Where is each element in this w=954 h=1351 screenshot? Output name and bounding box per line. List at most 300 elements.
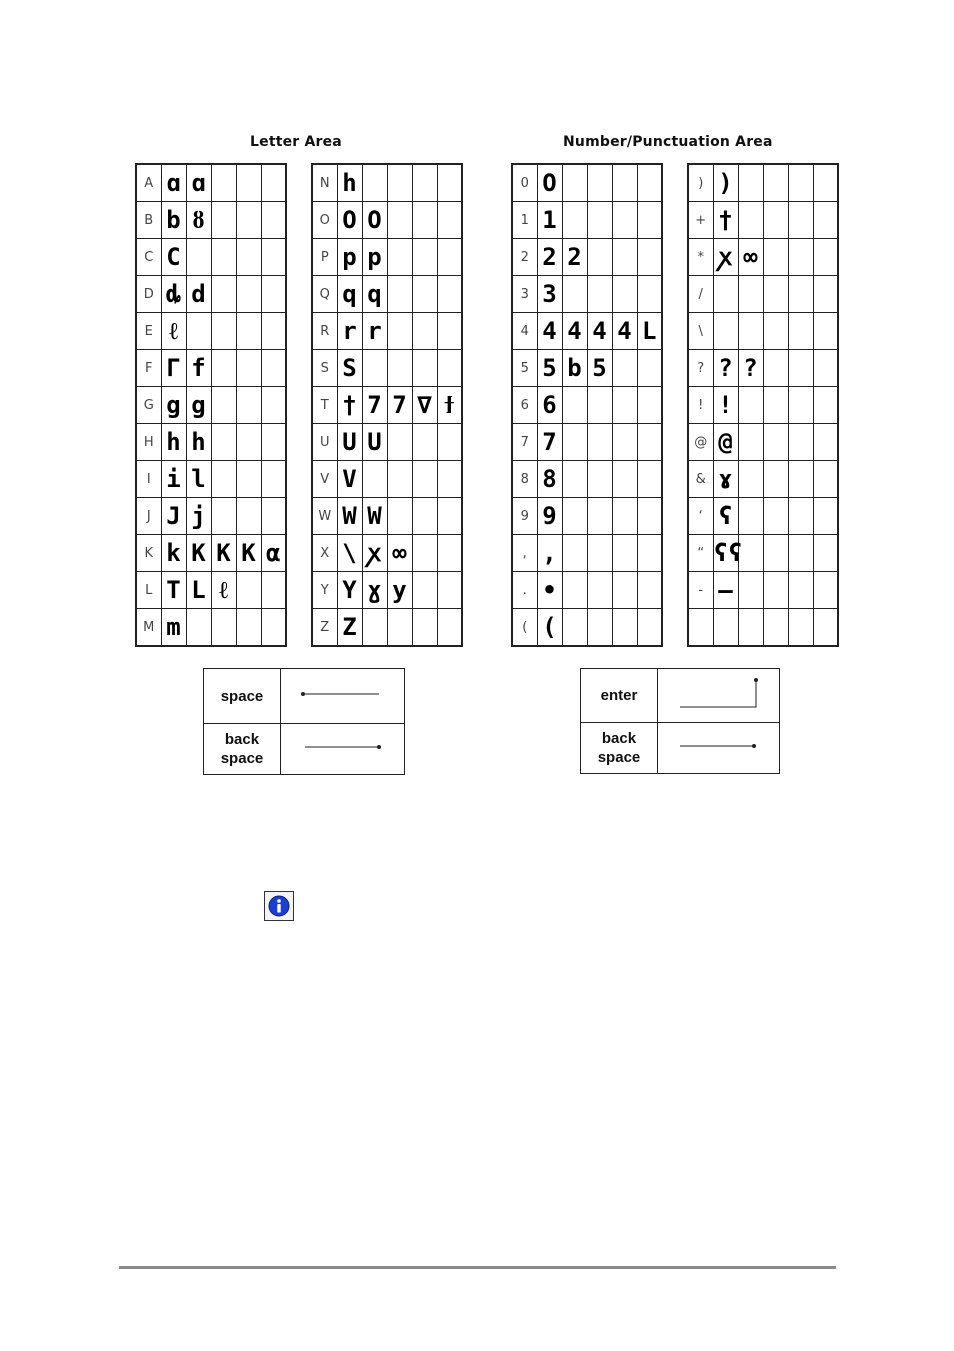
empty-cell — [637, 572, 662, 609]
row-label: 4 — [512, 313, 537, 350]
empty-cell — [612, 350, 637, 387]
row-label: @ — [688, 424, 713, 461]
stroke-glyph: p — [337, 239, 362, 276]
empty-cell — [261, 313, 286, 350]
grid-row — [136, 239, 286, 276]
empty-cell — [261, 276, 286, 313]
backspace-stroke-icon — [281, 724, 405, 770]
empty-cell — [362, 609, 387, 647]
row-label: 6 — [512, 387, 537, 424]
empty-cell — [813, 202, 838, 239]
stroke-glyph: k — [161, 535, 186, 572]
stroke-glyph: K — [211, 535, 236, 572]
empty-cell — [637, 239, 662, 276]
row-label: * — [688, 239, 713, 276]
stroke-glyph: , — [537, 535, 562, 572]
empty-cell — [738, 276, 763, 313]
row-label: F — [136, 350, 161, 387]
space-stroke-icon — [281, 669, 405, 719]
empty-cell — [387, 424, 412, 461]
empty-cell — [713, 609, 738, 647]
row-label: Z — [312, 609, 337, 647]
stroke-glyph: f — [186, 350, 211, 387]
info-icon-button[interactable] — [264, 891, 294, 921]
empty-cell — [211, 164, 236, 202]
stroke-glyph: O — [362, 202, 387, 239]
empty-cell — [587, 239, 612, 276]
grid-row — [312, 461, 462, 498]
grid-row — [136, 572, 286, 609]
stroke-glyph: 7 — [362, 387, 387, 424]
stroke-glyph: h — [161, 424, 186, 461]
empty-cell — [637, 387, 662, 424]
empty-cell — [412, 609, 437, 647]
grid-row — [136, 461, 286, 498]
empty-cell — [813, 535, 838, 572]
number-area-title: Number/Punctuation Area — [563, 134, 773, 150]
grid-row — [688, 424, 838, 461]
row-label: L — [136, 572, 161, 609]
empty-cell — [587, 164, 612, 202]
stroke-glyph: p — [362, 239, 387, 276]
empty-cell — [211, 276, 236, 313]
row-label: - — [688, 572, 713, 609]
row-label: 2 — [512, 239, 537, 276]
row-label: “ — [688, 535, 713, 572]
row-label: H — [136, 424, 161, 461]
row-label: R — [312, 313, 337, 350]
grid-row — [512, 424, 662, 461]
empty-cell — [763, 387, 788, 424]
stroke-glyph: 2 — [537, 239, 562, 276]
row-label: N — [312, 164, 337, 202]
empty-cell — [637, 535, 662, 572]
empty-cell — [738, 202, 763, 239]
backspace-label-2: back space — [581, 723, 658, 774]
empty-cell — [612, 164, 637, 202]
row-label: E — [136, 313, 161, 350]
space-label: space — [204, 669, 281, 724]
empty-cell — [813, 313, 838, 350]
row-label: W — [312, 498, 337, 535]
stroke-glyph: W — [337, 498, 362, 535]
space-stroke — [281, 669, 405, 724]
row-label: ? — [688, 350, 713, 387]
stroke-glyph: S — [337, 350, 362, 387]
grid-row — [312, 276, 462, 313]
stroke-glyph: 9 — [537, 498, 562, 535]
row-label: ‘ — [688, 498, 713, 535]
stroke-glyph: † — [337, 387, 362, 424]
stroke-glyph: α — [261, 535, 286, 572]
empty-cell — [612, 387, 637, 424]
empty-cell — [387, 350, 412, 387]
empty-cell — [612, 498, 637, 535]
empty-cell — [738, 498, 763, 535]
row-label — [688, 609, 713, 647]
stroke-glyph: \ — [337, 535, 362, 572]
empty-cell — [437, 424, 462, 461]
stroke-glyph: 5 — [587, 350, 612, 387]
empty-cell — [612, 276, 637, 313]
stroke-glyph: L — [637, 313, 662, 350]
empty-cell — [412, 535, 437, 572]
backspace-stroke-2 — [658, 723, 780, 774]
stroke-glyph: ℓ — [161, 313, 186, 350]
empty-cell — [587, 535, 612, 572]
empty-cell — [788, 535, 813, 572]
empty-cell — [637, 350, 662, 387]
row-label: G — [136, 387, 161, 424]
empty-cell — [437, 239, 462, 276]
stroke-glyph: g — [161, 387, 186, 424]
stroke-glyph: ? — [713, 350, 738, 387]
empty-cell — [211, 239, 236, 276]
empty-cell — [437, 498, 462, 535]
empty-cell — [612, 239, 637, 276]
stroke-glyph: ℓ — [211, 572, 236, 609]
stroke-glyph: ∇ — [412, 387, 437, 424]
stroke-glyph: C — [161, 239, 186, 276]
empty-cell — [236, 609, 261, 647]
row-label: ( — [512, 609, 537, 647]
empty-cell — [788, 276, 813, 313]
empty-cell — [387, 313, 412, 350]
row-label: X — [312, 535, 337, 572]
grid-row — [688, 498, 838, 535]
row-label: B — [136, 202, 161, 239]
stroke-glyph: 4 — [612, 313, 637, 350]
grid-row — [312, 202, 462, 239]
stroke-glyph: ) — [713, 164, 738, 202]
enter-stroke-icon — [658, 669, 780, 718]
stroke-glyph: q — [337, 276, 362, 313]
stroke-glyph: 3 — [537, 276, 562, 313]
empty-cell — [412, 313, 437, 350]
empty-cell — [738, 609, 763, 647]
empty-cell — [587, 202, 612, 239]
empty-cell — [437, 276, 462, 313]
row-label: C — [136, 239, 161, 276]
row-label: 1 — [512, 202, 537, 239]
row-label: Y — [312, 572, 337, 609]
empty-cell — [211, 313, 236, 350]
stroke-glyph: g — [186, 387, 211, 424]
grid-row — [512, 609, 662, 647]
empty-cell — [261, 387, 286, 424]
stroke-glyph: l — [186, 461, 211, 498]
row-label: Q — [312, 276, 337, 313]
empty-cell — [612, 609, 637, 647]
empty-cell — [813, 572, 838, 609]
empty-cell — [236, 164, 261, 202]
letter-grid-a-m — [135, 163, 287, 647]
stroke-glyph: ʕ — [713, 498, 738, 535]
empty-cell — [387, 202, 412, 239]
stroke-glyph: b — [161, 202, 186, 239]
stroke-glyph: † — [713, 202, 738, 239]
empty-cell — [412, 276, 437, 313]
empty-cell — [211, 461, 236, 498]
stroke-glyph: ꭗ — [713, 239, 738, 276]
empty-cell — [562, 461, 587, 498]
row-label: M — [136, 609, 161, 647]
stroke-glyph: 4 — [537, 313, 562, 350]
empty-cell — [788, 498, 813, 535]
stroke-glyph: ɤ — [713, 461, 738, 498]
empty-cell — [261, 350, 286, 387]
grid-row — [512, 239, 662, 276]
empty-cell — [587, 387, 612, 424]
bottom-divider — [119, 1266, 836, 1269]
grid-row — [512, 276, 662, 313]
stroke-glyph: ∞ — [738, 239, 763, 276]
row-label: 8 — [512, 461, 537, 498]
empty-cell — [236, 461, 261, 498]
stroke-glyph: ʕʕ — [713, 535, 738, 572]
grid-row — [312, 313, 462, 350]
empty-cell — [763, 202, 788, 239]
stroke-glyph: y — [387, 572, 412, 609]
grid-row — [688, 202, 838, 239]
row-label: S — [312, 350, 337, 387]
empty-cell — [788, 424, 813, 461]
empty-cell — [637, 276, 662, 313]
empty-cell — [412, 202, 437, 239]
stroke-glyph: 8 — [537, 461, 562, 498]
stroke-glyph: Γ — [161, 350, 186, 387]
grid-row — [136, 276, 286, 313]
empty-cell — [813, 350, 838, 387]
empty-cell — [813, 164, 838, 202]
empty-cell — [587, 461, 612, 498]
row-label: + — [688, 202, 713, 239]
empty-cell — [211, 350, 236, 387]
empty-cell — [813, 239, 838, 276]
stroke-glyph: 7 — [387, 387, 412, 424]
empty-cell — [562, 609, 587, 647]
stroke-glyph: – — [713, 572, 738, 609]
grid-row — [136, 424, 286, 461]
grid-row — [136, 313, 286, 350]
row-label: A — [136, 164, 161, 202]
row-label: 9 — [512, 498, 537, 535]
row-label: D — [136, 276, 161, 313]
empty-cell — [362, 350, 387, 387]
backspace-label: back space — [204, 724, 281, 775]
empty-cell — [562, 164, 587, 202]
empty-cell — [763, 313, 788, 350]
stroke-glyph: @ — [713, 424, 738, 461]
stroke-glyph: ϯ — [437, 387, 462, 424]
empty-cell — [738, 461, 763, 498]
empty-cell — [738, 313, 763, 350]
stroke-glyph: 2 — [562, 239, 587, 276]
empty-cell — [813, 609, 838, 647]
stroke-glyph: 4 — [587, 313, 612, 350]
stroke-glyph: ɑ — [161, 164, 186, 202]
empty-cell — [437, 461, 462, 498]
stroke-glyph: W — [362, 498, 387, 535]
empty-cell — [362, 461, 387, 498]
empty-cell — [261, 239, 286, 276]
row-label: 5 — [512, 350, 537, 387]
row-label: / — [688, 276, 713, 313]
empty-cell — [587, 572, 612, 609]
stroke-glyph: ? — [738, 350, 763, 387]
empty-cell — [261, 461, 286, 498]
empty-cell — [813, 498, 838, 535]
row-label: & — [688, 461, 713, 498]
grid-row — [512, 350, 662, 387]
grid-row — [688, 572, 838, 609]
grid-row — [512, 572, 662, 609]
stroke-glyph: V — [337, 461, 362, 498]
backspace-stroke — [281, 724, 405, 775]
grid-row — [688, 461, 838, 498]
empty-cell — [437, 313, 462, 350]
empty-cell — [261, 498, 286, 535]
enter-label: enter — [581, 669, 658, 723]
empty-cell — [236, 239, 261, 276]
enter-stroke — [658, 669, 780, 723]
empty-cell — [612, 535, 637, 572]
stroke-glyph: Y — [337, 572, 362, 609]
empty-cell — [763, 572, 788, 609]
grid-row — [136, 498, 286, 535]
empty-cell — [788, 202, 813, 239]
grid-row — [136, 387, 286, 424]
empty-cell — [788, 572, 813, 609]
empty-cell — [437, 572, 462, 609]
empty-cell — [738, 424, 763, 461]
info-icon — [268, 895, 290, 917]
row-label: O — [312, 202, 337, 239]
stroke-glyph: 5 — [537, 350, 562, 387]
empty-cell — [813, 276, 838, 313]
empty-cell — [236, 350, 261, 387]
empty-cell — [412, 164, 437, 202]
empty-cell — [763, 350, 788, 387]
grid-row — [136, 164, 286, 202]
empty-cell — [211, 202, 236, 239]
empty-cell — [612, 461, 637, 498]
row-label: 3 — [512, 276, 537, 313]
row-label: K — [136, 535, 161, 572]
grid-row — [136, 535, 286, 572]
stroke-glyph: ∞ — [387, 535, 412, 572]
empty-cell — [437, 350, 462, 387]
backspace-stroke-icon-2 — [658, 723, 780, 769]
empty-cell — [437, 535, 462, 572]
stroke-glyph: K — [236, 535, 261, 572]
grid-row — [512, 313, 662, 350]
empty-cell — [412, 424, 437, 461]
stroke-glyph: ɑ — [186, 164, 211, 202]
stroke-glyph: K — [186, 535, 211, 572]
grid-row — [312, 498, 462, 535]
stroke-glyph: r — [362, 313, 387, 350]
grid-row — [136, 350, 286, 387]
empty-cell — [562, 498, 587, 535]
empty-cell — [763, 535, 788, 572]
empty-cell — [261, 202, 286, 239]
empty-cell — [587, 498, 612, 535]
empty-cell — [261, 609, 286, 647]
empty-cell — [236, 572, 261, 609]
row-label: I — [136, 461, 161, 498]
empty-cell — [562, 387, 587, 424]
stroke-glyph: Z — [337, 609, 362, 647]
empty-cell — [713, 276, 738, 313]
empty-cell — [387, 239, 412, 276]
grid-row — [688, 609, 838, 647]
empty-cell — [387, 498, 412, 535]
stroke-glyph: J — [161, 498, 186, 535]
empty-cell — [412, 350, 437, 387]
empty-cell — [412, 239, 437, 276]
empty-cell — [612, 572, 637, 609]
stroke-glyph: q — [362, 276, 387, 313]
grid-row — [312, 424, 462, 461]
empty-cell — [387, 164, 412, 202]
empty-cell — [763, 276, 788, 313]
stroke-glyph: b — [562, 350, 587, 387]
letter-stroke-table — [203, 668, 405, 775]
empty-cell — [437, 609, 462, 647]
empty-cell — [738, 164, 763, 202]
grid-row — [512, 461, 662, 498]
letter-grid-n-z — [311, 163, 463, 647]
empty-cell — [562, 202, 587, 239]
stroke-glyph: ȡ — [161, 276, 186, 313]
row-label: V — [312, 461, 337, 498]
empty-cell — [387, 461, 412, 498]
stroke-glyph: U — [362, 424, 387, 461]
stroke-glyph: ꭗ — [362, 535, 387, 572]
grid-row — [312, 239, 462, 276]
grid-row — [688, 535, 838, 572]
empty-cell — [261, 424, 286, 461]
empty-cell — [763, 609, 788, 647]
stroke-glyph: j — [186, 498, 211, 535]
empty-cell — [788, 350, 813, 387]
row-label: ) — [688, 164, 713, 202]
empty-cell — [186, 609, 211, 647]
stroke-glyph: d — [186, 276, 211, 313]
grid-row — [688, 387, 838, 424]
number-grid — [511, 163, 663, 647]
stroke-glyph: L — [186, 572, 211, 609]
stroke-glyph: m — [161, 609, 186, 647]
empty-cell — [587, 276, 612, 313]
empty-cell — [763, 239, 788, 276]
empty-cell — [562, 276, 587, 313]
row-label: P — [312, 239, 337, 276]
empty-cell — [637, 424, 662, 461]
row-label: 0 — [512, 164, 537, 202]
row-label: , — [512, 535, 537, 572]
row-label: T — [312, 387, 337, 424]
empty-cell — [186, 239, 211, 276]
empty-cell — [587, 609, 612, 647]
row-label: ! — [688, 387, 713, 424]
row-label: U — [312, 424, 337, 461]
stroke-glyph: ( — [537, 609, 562, 647]
grid-row — [136, 609, 286, 647]
empty-cell — [637, 609, 662, 647]
punctuation-grid — [687, 163, 839, 647]
